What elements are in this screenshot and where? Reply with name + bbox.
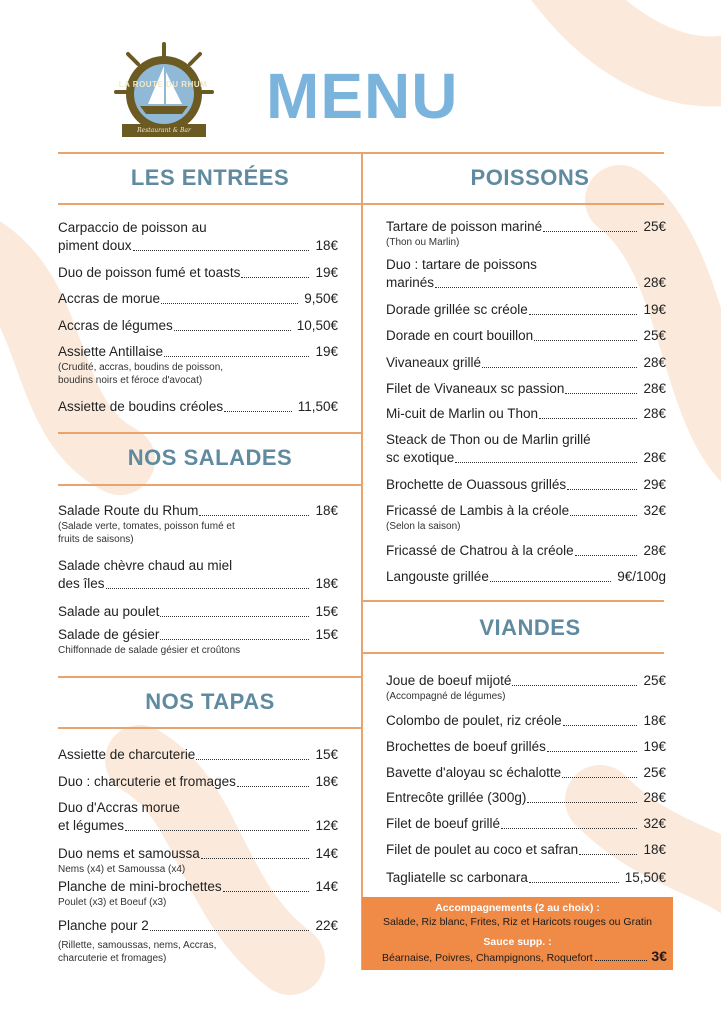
menu-item [58, 343, 338, 387]
item-name: Fricassé de Lambis à la créole [386, 503, 570, 518]
menu-item [58, 917, 338, 965]
menu-item [386, 218, 666, 249]
item-name-line: Duo : tartare de poissons [386, 257, 537, 272]
item-name: Dorade grillée sc créole [386, 302, 528, 317]
item-name: Duo nems et samoussa [58, 846, 200, 861]
menu-item [58, 219, 338, 255]
menu-item [58, 773, 338, 791]
item-price: 18€ [643, 842, 666, 857]
menu-item [386, 869, 666, 887]
item-price: 11,50€ [297, 399, 338, 414]
menu-item [386, 568, 666, 586]
menu-item [386, 431, 666, 467]
item-price: 14€ [315, 879, 338, 894]
leader-dots [106, 588, 310, 589]
leader-dots [490, 581, 611, 582]
item-note: (Salade verte, tomates, poisson fumé et [58, 521, 235, 532]
leader-dots [201, 858, 310, 859]
leader-dots [160, 639, 309, 640]
divider [58, 727, 361, 729]
menu-item [386, 405, 666, 423]
sauce-row [382, 948, 667, 964]
leader-dots [595, 960, 648, 961]
item-note: Chiffonnade de salade gésier et croûtons [58, 645, 241, 656]
item-name: Duo de poisson fumé et toasts [58, 265, 241, 280]
item-price: 28€ [643, 381, 666, 396]
page-title: MENU [266, 60, 459, 132]
item-note: (Thon ou Marlin) [386, 237, 460, 248]
item-price: 32€ [643, 503, 666, 518]
leader-dots [196, 759, 309, 760]
item-price: 25€ [643, 328, 666, 343]
item-name: Salade Route du Rhum [58, 503, 199, 518]
menu-item [58, 290, 338, 308]
leader-dots [435, 287, 637, 288]
sauce-text: Béarnaise, Poivres, Champignons, Roquefort [382, 952, 593, 964]
item-name: Accras de légumes [58, 318, 173, 333]
menu-item [58, 398, 338, 416]
item-price: 14€ [315, 846, 338, 861]
menu-item [386, 256, 666, 292]
leader-dots [575, 555, 638, 556]
menu-item [58, 502, 338, 546]
item-name: Assiette Antillaise [58, 344, 164, 359]
item-price: 18€ [315, 774, 338, 789]
item-name: Filet de Vivaneaux sc passion [386, 381, 565, 396]
leader-dots [512, 685, 637, 686]
item-name: Bavette d'aloyau sc échalotte [386, 765, 562, 780]
divider [363, 652, 664, 654]
item-note: (Crudité, accras, boudins de poisson, [58, 362, 224, 373]
leader-dots [482, 367, 637, 368]
item-name: Filet de boeuf grillé [386, 816, 501, 831]
menu-item [386, 380, 666, 398]
item-price: 25€ [643, 219, 666, 234]
item-price: 9€/100g [617, 569, 666, 584]
item-note: charcuterie et fromages) [58, 953, 167, 964]
menu-item [386, 672, 666, 703]
menu-item [386, 841, 666, 859]
menu-item [386, 502, 666, 533]
item-name: Brochettes de boeuf grillés [386, 739, 546, 754]
item-name: Tartare de poisson mariné [386, 219, 543, 234]
item-name: Mi-cuit de Marlin ou Thon [386, 406, 539, 421]
leader-dots [237, 786, 310, 787]
menu-item [386, 542, 666, 560]
leader-dots [570, 515, 637, 516]
item-price: 19€ [315, 344, 338, 359]
leader-dots [199, 515, 309, 516]
leader-dots [579, 854, 637, 855]
divider [58, 203, 361, 205]
menu-item [58, 317, 338, 335]
leader-dots [125, 830, 309, 831]
item-price: 15€ [315, 604, 338, 619]
item-name: Joue de boeuf mijoté [386, 673, 512, 688]
item-note: fruits de saisons) [58, 534, 134, 545]
logo-subtext: Restaurant & Bar [122, 124, 206, 137]
item-price: 28€ [643, 275, 666, 290]
leader-dots [563, 725, 638, 726]
item-note: (Accompagné de légumes) [386, 691, 506, 702]
sauce-title: Sauce supp. : [483, 936, 552, 948]
item-name: Entrecôte grillée (300g) [386, 790, 527, 805]
item-name: des îles [58, 576, 105, 591]
accompaniments-text: Salade, Riz blanc, Frites, Riz et Haricots rouges ou Gratin [382, 916, 653, 928]
sauce-price: 3€ [651, 948, 667, 964]
leader-dots [547, 751, 638, 752]
item-name: marinés [386, 275, 435, 290]
item-price: 28€ [643, 790, 666, 805]
item-name-line: Salade chèvre chaud au miel [58, 558, 233, 573]
item-name-line: Steack de Thon ou de Marlin grillé [386, 432, 591, 447]
item-price: 9,50€ [304, 291, 338, 306]
item-note: (Rillette, samoussas, nems, Accras, [58, 940, 217, 951]
leader-dots [161, 303, 298, 304]
logo-text: LA ROUTE DU RHUM [118, 80, 208, 89]
leader-dots [150, 930, 310, 931]
leader-dots [224, 411, 292, 412]
divider [363, 203, 664, 205]
menu-item [386, 789, 666, 807]
menu-item [58, 845, 338, 876]
section-title-salades: NOS SALADES [127, 445, 293, 470]
menu-item [58, 557, 338, 593]
item-note: boudins noirs et féroce d'avocat) [58, 375, 203, 386]
leader-dots [562, 777, 637, 778]
leader-dots [223, 891, 310, 892]
item-note: Nems (x4) et Samoussa (x4) [58, 864, 186, 875]
item-price: 19€ [643, 739, 666, 754]
accompaniments-box [362, 897, 673, 970]
menu-item [386, 301, 666, 319]
item-price: 15€ [315, 747, 338, 762]
item-price: 19€ [643, 302, 666, 317]
menu-item [386, 738, 666, 756]
item-price: 18€ [315, 238, 338, 253]
leader-dots [455, 462, 637, 463]
item-price: 28€ [643, 543, 666, 558]
item-name-line: Duo d'Accras morue [58, 800, 180, 815]
item-note: (Selon la saison) [386, 521, 461, 532]
leader-dots [160, 616, 309, 617]
item-price: 15€ [315, 627, 338, 642]
item-name: Filet de poulet au coco et safran [386, 842, 579, 857]
item-name: sc exotique [386, 450, 455, 465]
item-name-line: Carpaccio de poisson au [58, 220, 207, 235]
menu-item [386, 354, 666, 372]
item-price: 18€ [315, 503, 338, 518]
menu-item [58, 264, 338, 282]
item-price: 22€ [315, 918, 338, 933]
menu-item [386, 327, 666, 345]
item-name: Salade de gésier [58, 627, 160, 642]
divider [58, 432, 361, 434]
item-price: 18€ [643, 713, 666, 728]
item-name: Dorade en court bouillon [386, 328, 534, 343]
item-name: Brochette de Ouassous grillés [386, 477, 567, 492]
leader-dots [567, 489, 637, 490]
leader-dots [527, 802, 637, 803]
item-price: 28€ [643, 355, 666, 370]
item-name: Salade au poulet [58, 604, 160, 619]
item-price: 12€ [315, 818, 338, 833]
leader-dots [164, 356, 309, 357]
section-title-tapas: NOS TAPAS [145, 689, 275, 714]
item-name: piment doux [58, 238, 132, 253]
leader-dots [539, 418, 637, 419]
item-name: Fricassé de Chatrou à la créole [386, 543, 574, 558]
item-name: Accras de morue [58, 291, 161, 306]
menu-item [386, 712, 666, 730]
item-note: Poulet (x3) et Boeuf (x3) [58, 897, 167, 908]
item-price: 18€ [315, 576, 338, 591]
item-price: 28€ [643, 406, 666, 421]
item-name: Tagliatelle sc carbonara [386, 870, 528, 885]
accompaniments-title: Accompagnements (2 au choix) : [435, 902, 600, 914]
leader-dots [174, 330, 291, 331]
item-name: Duo : charcuterie et fromages [58, 774, 236, 789]
item-price: 32€ [643, 816, 666, 831]
leader-dots [543, 231, 637, 232]
menu-item [386, 476, 666, 494]
section-title-poissons: POISSONS [470, 165, 590, 190]
item-name: Colombo de poulet, riz créole [386, 713, 562, 728]
item-price: 25€ [643, 765, 666, 780]
leader-dots [133, 250, 310, 251]
menu-item [58, 878, 338, 909]
leader-dots [529, 314, 638, 315]
leader-dots [534, 340, 637, 341]
item-name: Planche pour 2 [58, 918, 149, 933]
leader-dots [529, 882, 619, 883]
menu-item [58, 799, 338, 835]
item-name: Planche de mini-brochettes [58, 879, 222, 894]
section-title-entrees: LES ENTRÉES [130, 165, 290, 190]
item-price: 25€ [643, 673, 666, 688]
item-price: 29€ [643, 477, 666, 492]
menu-item [58, 603, 338, 621]
item-price: 19€ [315, 265, 338, 280]
menu-item [386, 815, 666, 833]
leader-dots [241, 277, 309, 278]
menu-item [386, 764, 666, 782]
item-name: et légumes [58, 818, 125, 833]
menu-item [58, 746, 338, 764]
divider [58, 484, 361, 486]
item-name: Vivaneaux grillé [386, 355, 482, 370]
item-price: 10,50€ [296, 318, 338, 333]
divider [58, 676, 361, 678]
item-name: Assiette de charcuterie [58, 747, 196, 762]
item-name: Assiette de boudins créoles [58, 399, 224, 414]
item-price: 15,50€ [624, 870, 666, 885]
item-price: 28€ [643, 450, 666, 465]
section-title-viandes: VIANDES [479, 615, 581, 640]
divider [363, 600, 664, 602]
leader-dots [501, 828, 637, 829]
menu-item [58, 626, 338, 657]
divider [361, 152, 363, 970]
item-name: Langouste grillée [386, 569, 489, 584]
leader-dots [565, 393, 637, 394]
